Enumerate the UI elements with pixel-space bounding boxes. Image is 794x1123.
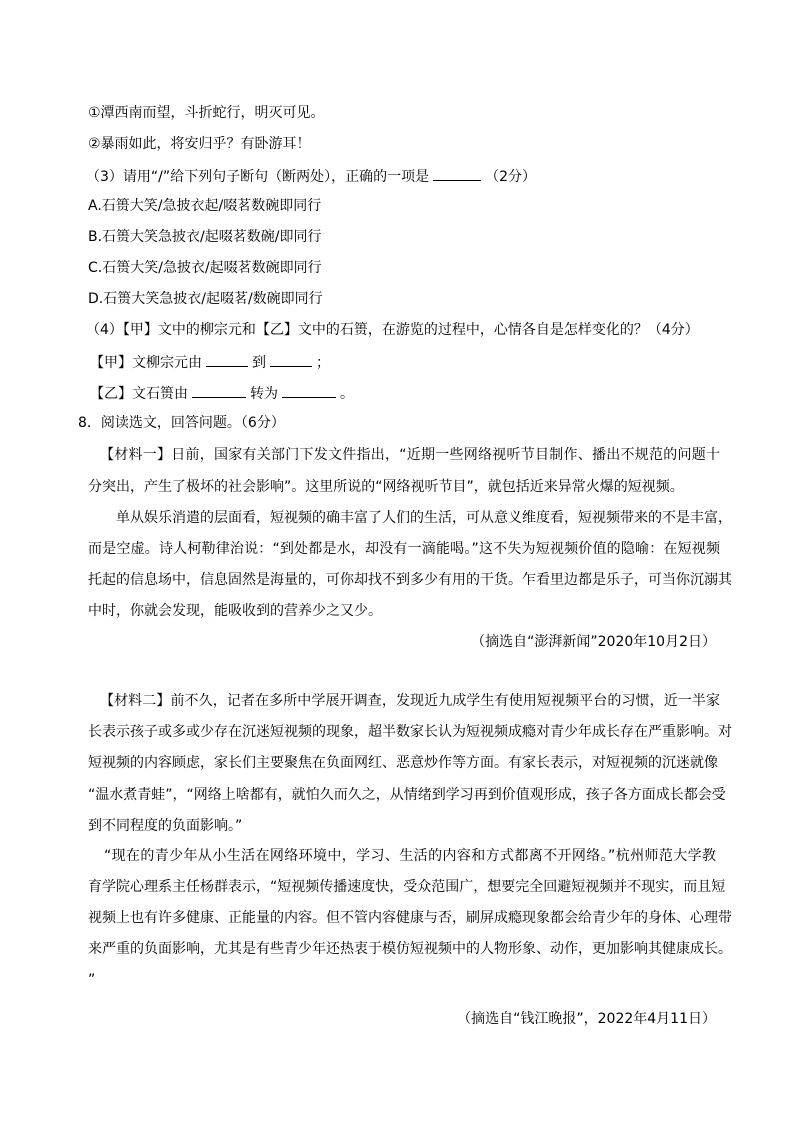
question-8-title: 8．阅读选文，回答问题。（6分） <box>78 415 285 431</box>
material-1-line: 而是空虚。诗人柯勒律治说：“到处都是水，却没有一滴能喝。”这不失为短视频价值的隐喻：在短视频 <box>88 541 720 557</box>
answer-blank[interactable] <box>282 383 336 398</box>
material-2-line: 【材料二】前不久，记者在多所中学展开调查，发现近九成学生有使用短视频平台的习惯，近一半家 <box>100 693 720 709</box>
material-2-line: 短视频的内容顾虑，家长们主要聚焦在负面网红、恶意炒作等方面。有家长表示，对短视频的沉迷就像 <box>88 755 718 771</box>
option-b: B.石篑大笑急披衣/起啜茗数碗/即同行 <box>88 229 322 245</box>
material-2-line: 育学院心理系主任杨群表示，“短视频传播速度快，受众范围广，想要完全回避短视频并不现实，而且短 <box>88 879 726 895</box>
jia-prefix: 【甲】文柳宗元由 <box>90 355 202 371</box>
option-a: A.石篑大笑/急披衣起/啜茗数碗即同行 <box>88 198 322 214</box>
option-c: C.石篑大笑/急披衣/起啜茗数碗即同行 <box>88 260 322 276</box>
source-2: （摘选自“钱江晚报”，2022年4月11日） <box>457 1011 716 1027</box>
material-1-line: 托起的信息场中，信息固然是海量的，可你却找不到多少有用的干货。乍看里边都是乐子，可当你沉溺其 <box>88 572 732 588</box>
material-2-line: 到不同程度的负面影响。” <box>88 818 243 834</box>
poem-line-2: ②暴雨如此，将安归乎？有卧游耳！ <box>88 136 311 152</box>
yi-prefix: 【乙】文石篑由 <box>90 386 188 402</box>
material-1-line: 分突出，产生了极坏的社会影响”。这里所说的“网络视听节目”，就包括近来异常火爆的短视频。 <box>88 479 684 495</box>
question-4-stem: （4）【甲】文中的柳宗元和【乙】文中的石篑，在游览的过程中，心情各自是怎样变化的？（4分） <box>86 322 699 338</box>
question-3 <box>86 166 536 186</box>
jia-end: ； <box>316 355 330 371</box>
question-4-jia <box>90 352 330 372</box>
answer-blank[interactable] <box>192 383 246 398</box>
material-2-line: 来严重的负面影响，尤其是有些青少年还热衷于模仿短视频中的人物形象、动作，更加影响其健康成长。 <box>88 941 732 957</box>
answer-blank[interactable] <box>433 166 481 181</box>
material-1-line: 单从娱乐消遣的层面看，短视频的确丰富了人们的生活，可从意义维度看，短视频带来的不是丰富， <box>116 510 732 526</box>
poem-line-1: ①潭西南而望，斗折蛇行，明灭可见。 <box>88 105 325 121</box>
yi-end: 。 <box>340 386 354 402</box>
answer-blank[interactable] <box>206 352 248 367</box>
question-3-stem: （3）请用“/”给下列句子断句（断两处），正确的一项是 <box>86 169 430 185</box>
yi-mid: 转为 <box>250 386 278 402</box>
option-d: D.石篑大笑急披衣/起啜茗/数碗即同行 <box>88 291 323 307</box>
material-2-line: “现在的青少年从小生活在网络环境中，学习、生活的内容和方式都离不开网络。”杭州师范大学教 <box>104 848 716 864</box>
material-1-line: 【材料一】日前，国家有关部门下发文件指出，“近期一些网络视听节目制作、播出不规范的问题十 <box>100 447 720 463</box>
source-1: （摘选自“澎湃新闻”2020年10月2日） <box>471 634 716 650</box>
material-2-line: “温水煮青蛙”，“网络上啥都有，就怕久而久之，从情绪到学习再到价值观形成，孩子各方面成长都会受 <box>88 787 726 803</box>
question-4-yi <box>90 383 354 403</box>
material-1-line: 中时，你就会发现，能吸收到的营养少之又少。 <box>88 603 382 619</box>
material-2-line: 视频上也有许多健康、正能量的内容。但不管内容健康与否，刷屏成瘾现象都会给青少年的身体、心理带 <box>88 910 732 926</box>
material-2-line: 长表示孩子或多或少存在沉迷短视频的现象，超半数家长认为短视频成瘾对青少年成长存在严重影响。对 <box>88 724 732 740</box>
question-3-score: （2分） <box>485 169 537 185</box>
answer-blank[interactable] <box>270 352 312 367</box>
material-2-line: ” <box>88 972 96 988</box>
jia-mid: 到 <box>252 355 266 371</box>
